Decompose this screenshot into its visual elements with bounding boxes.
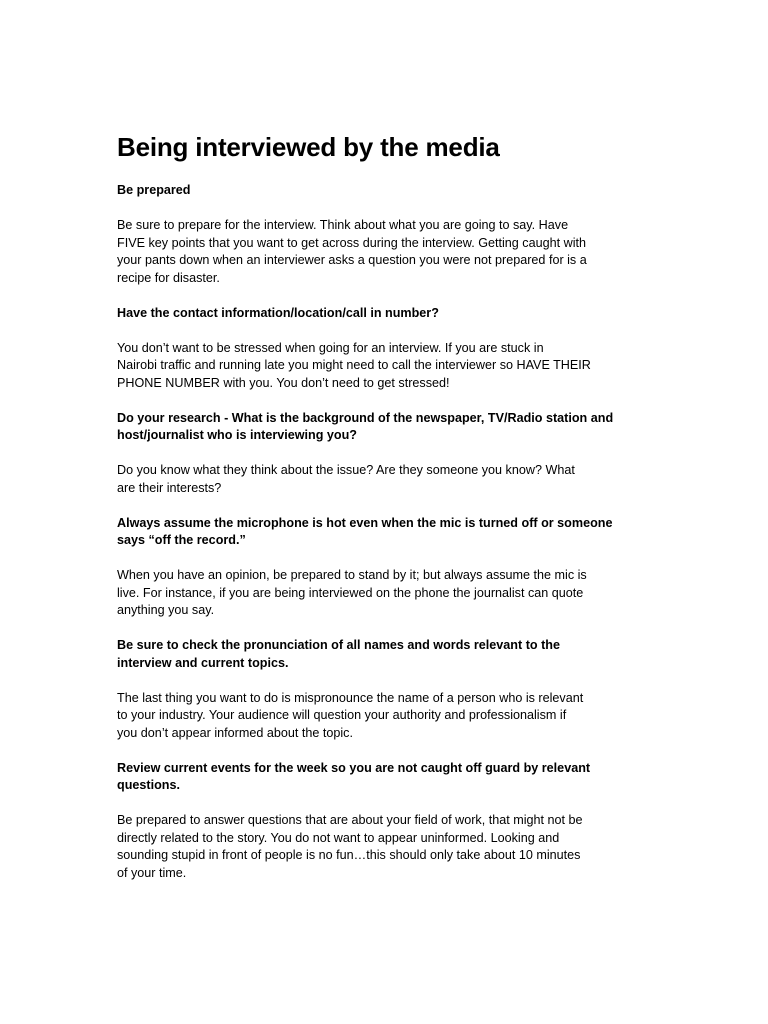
section-heading-microphone: Always assume the microphone is hot even when the mic is turned off or someone says “off the record.” xyxy=(117,515,613,547)
section-body-pronunciation: The last thing you want to do is mispronounce the name of a person who is relevant to your industry. Your audience will question your authority and professionalism if you don’t appear informed about the topic. xyxy=(117,690,584,740)
section-heading-be-prepared: Be prepared xyxy=(117,183,191,197)
section-body-microphone: When you have an opinion, be prepared to stand by it; but always assume the mic is live. For instance, if you are being interviewed on the phone the journalist can quote anything you say. xyxy=(117,568,587,617)
section-heading-pronunciation: Be sure to check the pronunciation of all names and words relevant to the interview and current topics. xyxy=(117,638,560,670)
document-content xyxy=(117,128,662,882)
section-body-research: Do you know what they think about the issue? Are they someone you know? What are their interests? xyxy=(117,463,575,495)
section-body-current-events: Be prepared to answer questions that are about your field of work, that might not be directly related to the story. You do not want to appear uninformed. Looking and sounding stupid in front of people is no fun…this should only take about 10 minutes of your time. xyxy=(117,813,583,880)
section-body-contact-information: You don’t want to be stressed when going for an interview. If you are stuck in Nairobi traffic and running late you might need to call the interviewer so HAVE THEIR PHONE NUMBER with you. You don’t need to get stressed! xyxy=(117,340,591,390)
section-heading-research: Do your research - What is the background of the newspaper, TV/Radio station and host/journalist who is interviewing you? xyxy=(117,410,614,442)
section-heading-current-events: Review current events for the week so you are not caught off guard by relevant questions. xyxy=(117,760,591,792)
section-heading-contact-information: Have the contact information/location/call in number? xyxy=(117,305,439,320)
section-body-be-prepared: Be sure to prepare for the interview. Think about what you are going to say. Have FIVE key points that you want to get across during the interview. Getting caught with your pants down when an interviewer asks a question you were not prepared for is a recipe for disaster. xyxy=(117,218,587,285)
document-title: Being interviewed by the media xyxy=(117,132,500,162)
